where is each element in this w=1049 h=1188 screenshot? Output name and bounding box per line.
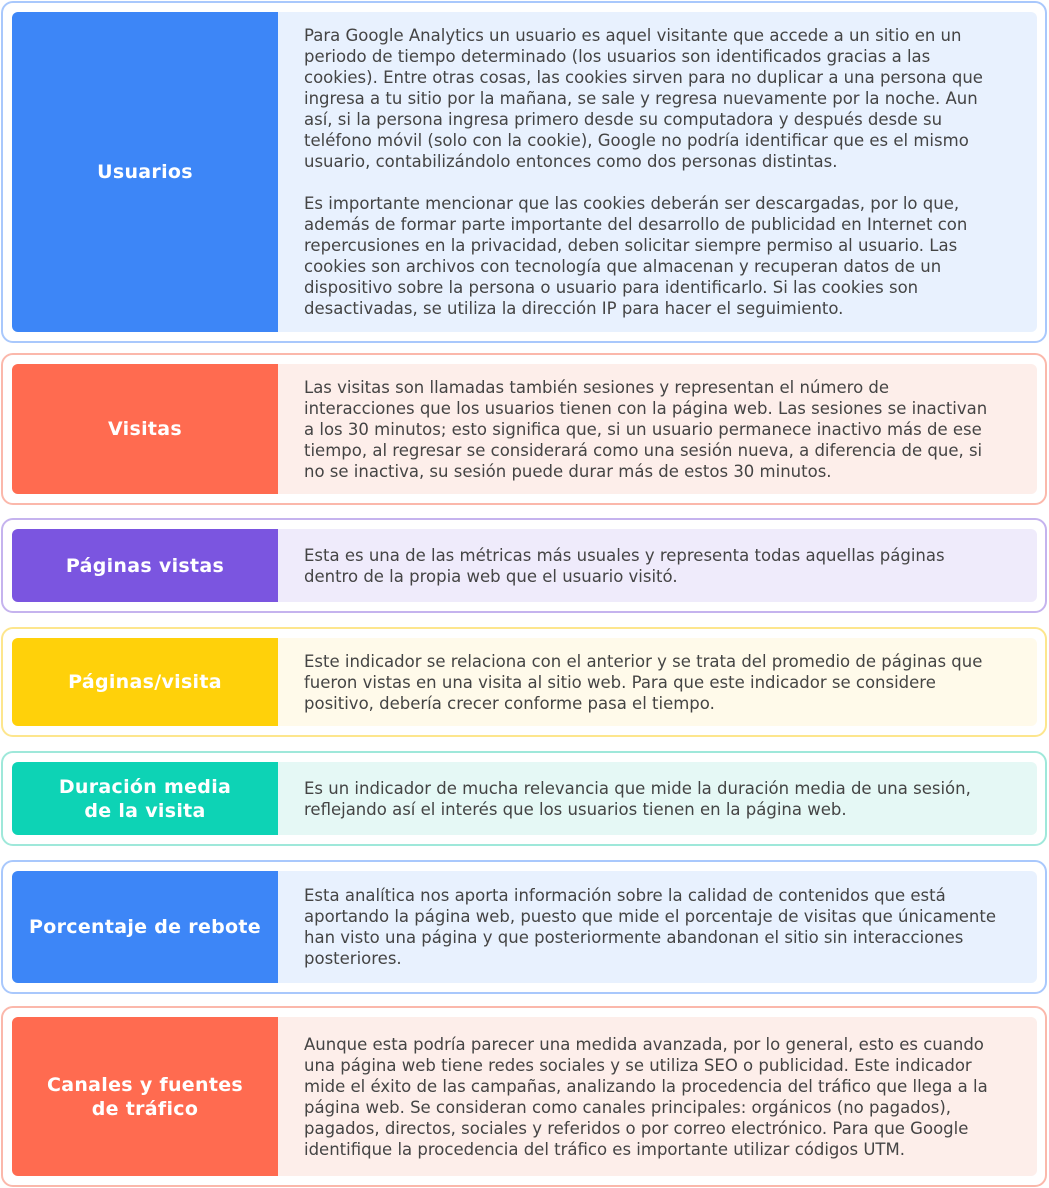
metric-description bbox=[278, 762, 1037, 835]
metric-description bbox=[278, 529, 1037, 602]
metric-card-paginas-visita bbox=[1, 627, 1047, 737]
metric-description bbox=[278, 12, 1037, 332]
metric-label: Porcentaje de rebote bbox=[12, 871, 278, 983]
metric-label: Páginas vistas bbox=[12, 529, 278, 602]
description-paragraph: Esta es una de las métricas más usuales y representa todas aquellas páginas dentro de la propia web que el usuario visitó. bbox=[304, 545, 945, 586]
metric-label: Usuarios bbox=[12, 12, 278, 332]
description-paragraph: Las visitas son llamadas también sesiones y representan el número de interacciones que los usuarios tienen con la página web. Las sesiones se inactivan a los 30 minutos; esto significa que, si un usuario permanece inactivo más de ese tiempo, al regresar se considerará como una sesión nueva, a diferencia de que, si no se inactiva, su sesión puede durar más de estos 30 minutos. bbox=[304, 377, 988, 481]
metric-description bbox=[278, 871, 1037, 983]
description-paragraph: Es un indicador de mucha relevancia que mide la duración media de una sesión, reflejando así el interés que los usuarios tienen en la página web. bbox=[304, 778, 971, 819]
metric-card-paginas-vistas bbox=[1, 518, 1047, 613]
metric-label: Visitas bbox=[12, 364, 278, 494]
metric-card-porcentaje-rebote bbox=[1, 860, 1047, 994]
description-paragraph: Este indicador se relaciona con el anterior y se trata del promedio de páginas que fueron vistas en una visita al sitio web. Para que este indicador se considere positivo, debería crecer conforme pasa el tiempo. bbox=[304, 651, 983, 713]
description-paragraph: Es importante mencionar que las cookies deberán ser descargadas, por lo que, además de formar parte importante del desarrollo de publicidad en Internet con repercusiones en la privacidad, deben solicitar siempre permiso al usuario. Las cookies son archivos con tecnología que almacenan y recuperan datos de un dispositivo sobre la persona o usuario para identificarlo. Si las cookies son desactivadas, se utiliza la dirección IP para hacer el seguimiento. bbox=[304, 194, 968, 318]
metric-description bbox=[278, 1017, 1037, 1176]
metric-card-duracion-media bbox=[1, 751, 1047, 846]
metric-label: Canales y fuentes de tráfico bbox=[12, 1017, 278, 1176]
metric-description bbox=[278, 364, 1037, 494]
metric-label: Duración media de la visita bbox=[12, 762, 278, 835]
metric-card-canales-fuentes bbox=[1, 1006, 1047, 1187]
metric-label: Páginas/visita bbox=[12, 638, 278, 726]
metric-description bbox=[278, 638, 1037, 726]
description-paragraph: Aunque esta podría parecer una medida avanzada, por lo general, esto es cuando una página web tiene redes sociales y se utiliza SEO o publicidad. Este indicador mide el éxito de las campañas, analizando la procedencia del tráfico que llega a la página web. Se consideran como canales principales: orgánicos (no pagados), pagados, directos, sociales y referidos o por correo electrónico. Para que Google identifique la procedencia del tráfico es importante utilizar códigos UTM. bbox=[304, 1034, 988, 1159]
metric-card-visitas bbox=[1, 353, 1047, 505]
description-paragraph: Para Google Analytics un usuario es aquel visitante que accede a un sitio en un periodo de tiempo determinado (los usuarios son identificados gracias a las cookies). Entre otras cosas, las cookies sirven para no duplicar a una persona que ingresa a tu sitio por la mañana, se sale y regresa nuevamente por la noche. Aun así, si la persona ingresa primero desde su computadora y después desde su teléfono móvil (solo con la cookie), Google no podría identificar que es el mismo usuario, contabilizándolo entonces como dos personas distintas. bbox=[304, 26, 983, 171]
description-paragraph: Esta analítica nos aporta información sobre la calidad de contenidos que está aportando la página web, puesto que mide el porcentaje de visitas que únicamente han visto una página y que posteriormente abandonan el sitio sin interacciones posteriores. bbox=[304, 886, 997, 968]
metric-card-usuarios bbox=[1, 1, 1047, 343]
